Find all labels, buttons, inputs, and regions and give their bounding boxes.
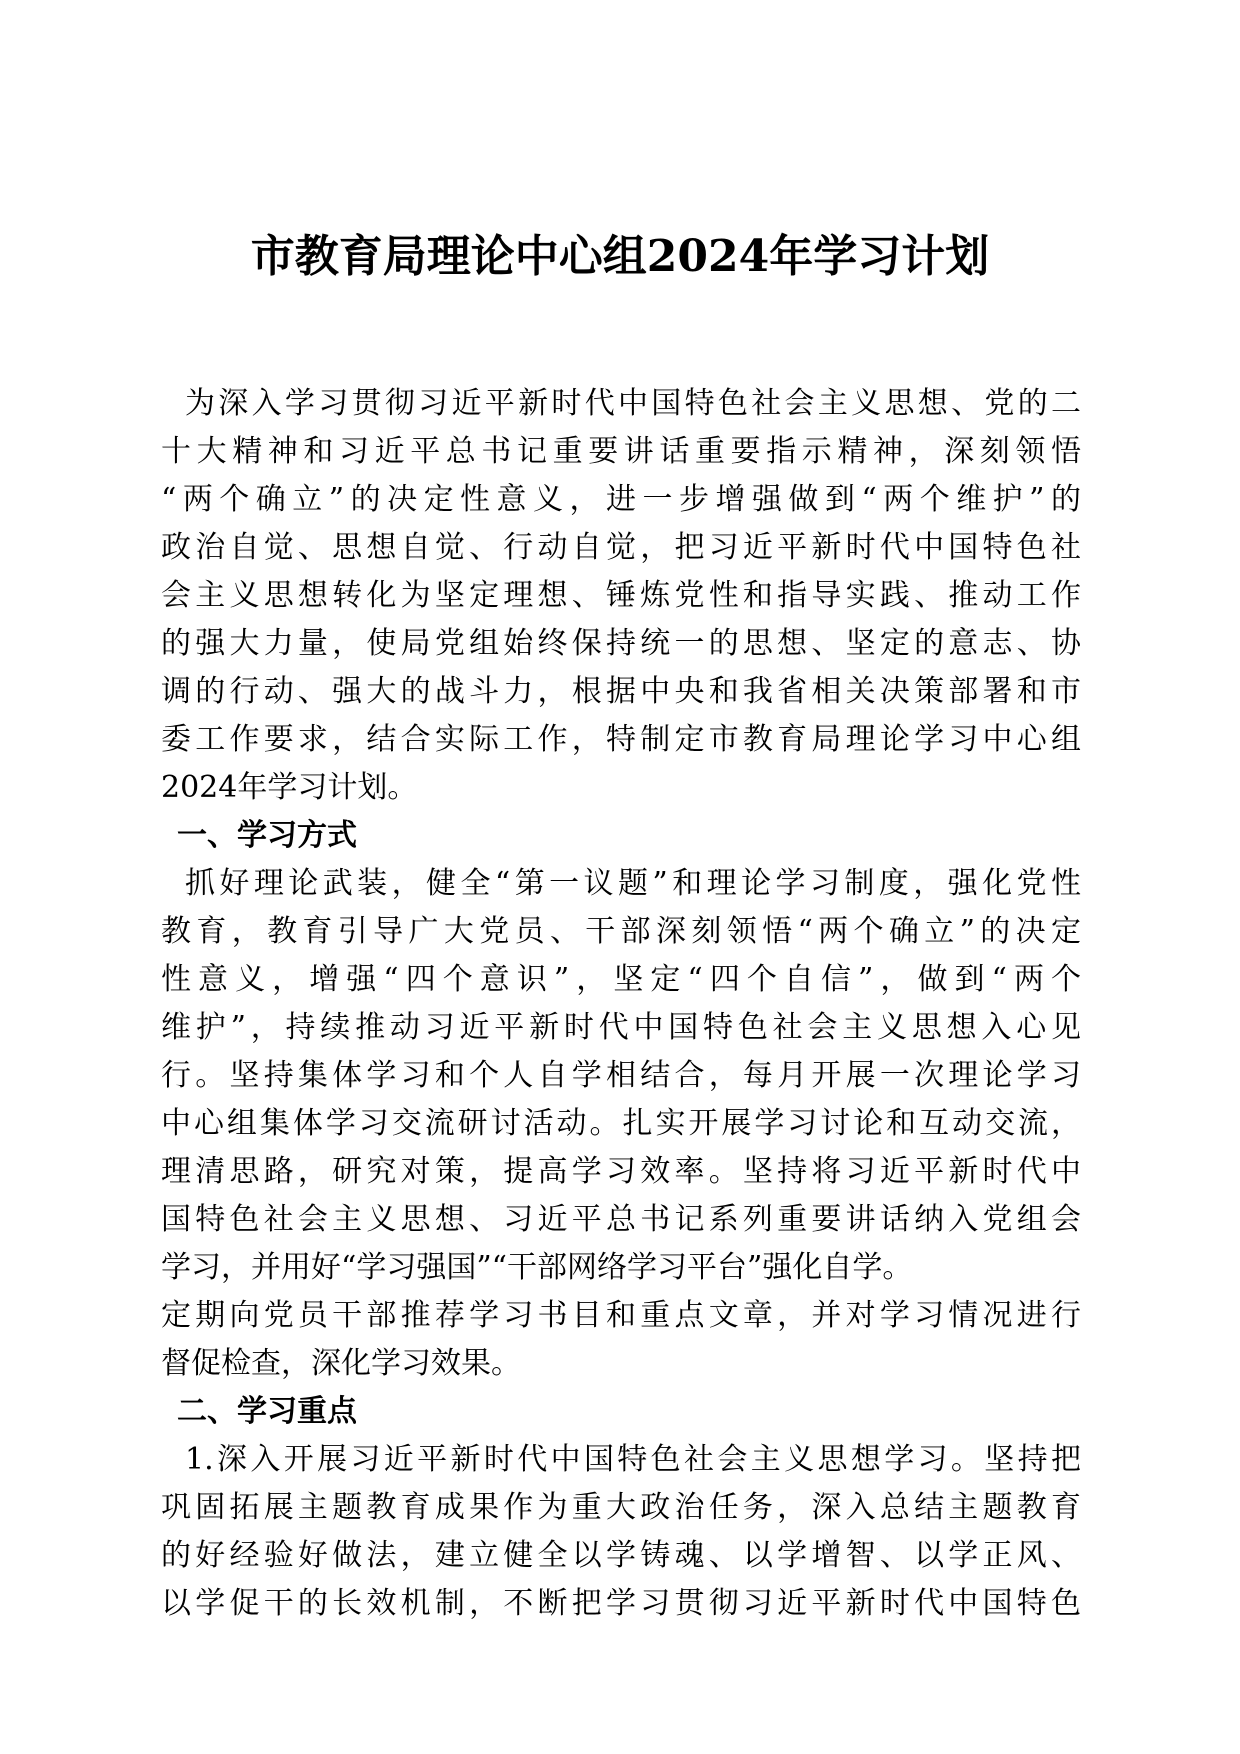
section-heading-study-method: 一、学习方式 bbox=[177, 818, 357, 853]
section1-line: 定期向党员干部推荐学习书目和重点文章，并对学习情况进行 bbox=[161, 1298, 1081, 1333]
section1-line: 维护”，持续推动习近平新时代中国特色社会主义思想入心见 bbox=[161, 1010, 1081, 1045]
intro-line: “两个确立”的决定性意义，进一步增强做到“两个维护”的 bbox=[161, 482, 1081, 517]
section1-line: 中心组集体学习交流研讨活动。扎实开展学习讨论和互动交流， bbox=[161, 1106, 1081, 1141]
intro-line: 调的行动、强大的战斗力，根据中央和我省相关决策部署和市 bbox=[161, 674, 1081, 709]
section2-line: 巩固拓展主题教育成果作为重大政治任务，深入总结主题教育 bbox=[161, 1490, 1081, 1525]
intro-line: 十大精神和习近平总书记重要讲话重要指示精神，深刻领悟 bbox=[161, 434, 1081, 469]
intro-line: 政治自觉、思想自觉、行动自觉，把习近平新时代中国特色社 bbox=[161, 530, 1081, 565]
section-heading-study-focus: 二、学习重点 bbox=[177, 1394, 357, 1429]
section1-line: 理清思路，研究对策，提高学习效率。坚持将习近平新时代中 bbox=[161, 1154, 1081, 1189]
section1-line: 性意义，增强“四个意识”，坚定“四个自信”，做到“两个 bbox=[161, 962, 1081, 997]
document-body bbox=[161, 380, 1081, 1628]
section2-line: 1.深入开展习近平新时代中国特色社会主义思想学习。坚持把 bbox=[185, 1442, 1081, 1477]
intro-line: 2024年学习计划。 bbox=[161, 770, 418, 805]
intro-line: 委工作要求，结合实际工作，特制定市教育局理论学习中心组 bbox=[161, 722, 1081, 757]
intro-line: 会主义思想转化为坚定理想、锤炼党性和指导实践、推动工作 bbox=[161, 578, 1081, 613]
intro-line: 为深入学习贯彻习近平新时代中国特色社会主义思想、党的二 bbox=[185, 386, 1081, 421]
document-title: 市教育局理论中心组2024年学习计划 bbox=[250, 231, 990, 282]
section1-line: 国特色社会主义思想、习近平总书记系列重要讲话纳入党组会 bbox=[161, 1202, 1081, 1237]
section1-line: 学习，并用好“学习强国”“干部网络学习平台”强化自学。 bbox=[161, 1250, 913, 1285]
section1-line: 督促检查，深化学习效果。 bbox=[161, 1346, 521, 1381]
section2-line: 的好经验好做法，建立健全以学铸魂、以学增智、以学正风、 bbox=[161, 1538, 1081, 1573]
intro-line: 的强大力量，使局党组始终保持统一的思想、坚定的意志、协 bbox=[161, 626, 1081, 661]
section1-line: 教育，教育引导广大党员、干部深刻领悟“两个确立”的决定 bbox=[161, 914, 1081, 949]
section1-line: 抓好理论武装，健全“第一议题”和理论学习制度，强化党性 bbox=[185, 866, 1081, 901]
section1-line: 行。坚持集体学习和个人自学相结合，每月开展一次理论学习 bbox=[161, 1058, 1081, 1093]
section2-line: 以学促干的长效机制，不断把学习贯彻习近平新时代中国特色 bbox=[161, 1586, 1081, 1621]
